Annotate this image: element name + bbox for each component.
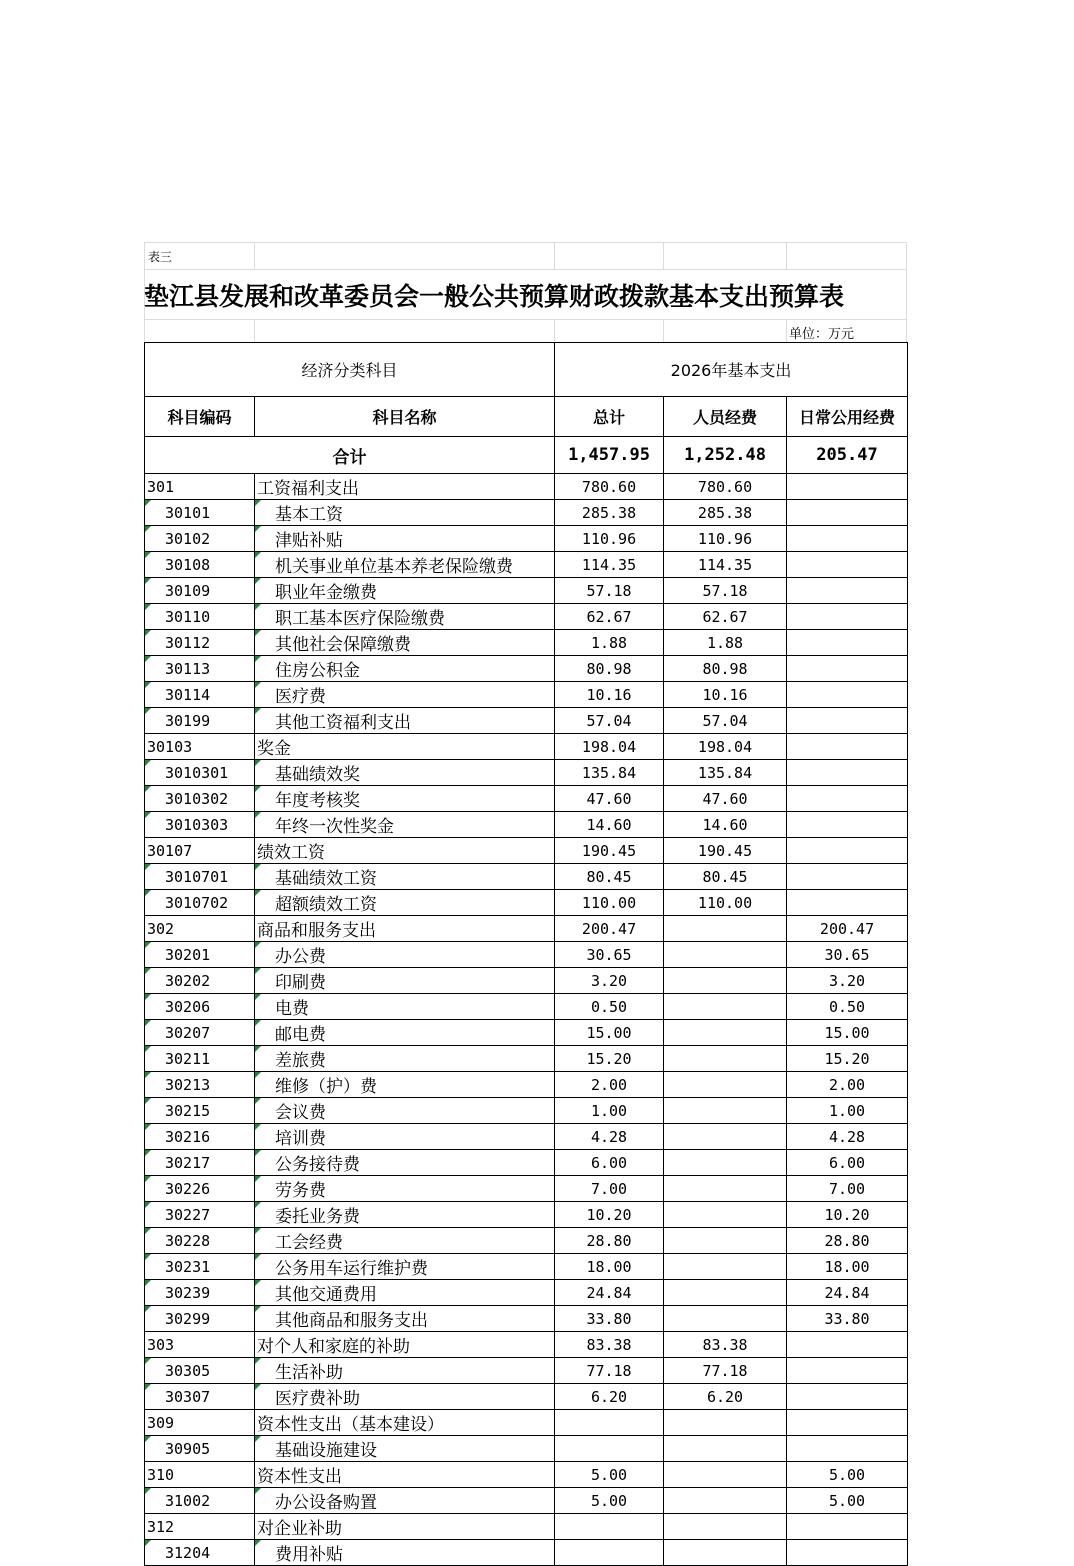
row-public xyxy=(787,812,908,838)
row-total: 10.20 xyxy=(555,1202,664,1228)
header-row-2 xyxy=(145,397,908,437)
table-row xyxy=(145,1150,908,1176)
row-code: 30202 xyxy=(145,968,255,994)
row-personnel: 114.35 xyxy=(664,552,787,578)
row-code: 30108 xyxy=(145,552,255,578)
row-total: 47.60 xyxy=(555,786,664,812)
table-row xyxy=(145,708,908,734)
budget-sheet xyxy=(144,242,907,1566)
row-public: 24.84 xyxy=(787,1280,908,1306)
row-code: 3010301 xyxy=(145,760,255,786)
row-name: 基本工资 xyxy=(255,500,555,526)
row-personnel xyxy=(664,1410,787,1436)
row-code: 312 xyxy=(145,1514,255,1540)
row-personnel xyxy=(664,1046,787,1072)
row-personnel xyxy=(664,1514,787,1540)
row-total: 4.28 xyxy=(555,1124,664,1150)
totals-personnel: 1,252.48 xyxy=(664,437,787,474)
row-personnel: 80.45 xyxy=(664,864,787,890)
row-personnel xyxy=(664,1462,787,1488)
row-total xyxy=(555,1514,664,1540)
table-row xyxy=(145,500,908,526)
table-row xyxy=(145,1202,908,1228)
row-code: 30905 xyxy=(145,1436,255,1462)
row-name: 职业年金缴费 xyxy=(255,578,555,604)
row-code: 309 xyxy=(145,1410,255,1436)
row-personnel xyxy=(664,1124,787,1150)
row-personnel: 14.60 xyxy=(664,812,787,838)
row-total xyxy=(555,1540,664,1566)
row-total: 10.16 xyxy=(555,682,664,708)
row-name: 医疗费 xyxy=(255,682,555,708)
row-code: 30211 xyxy=(145,1046,255,1072)
row-name: 基础绩效工资 xyxy=(255,864,555,890)
row-name: 基础设施建设 xyxy=(255,1436,555,1462)
table-row xyxy=(145,994,908,1020)
row-name: 生活补助 xyxy=(255,1358,555,1384)
row-code: 31002 xyxy=(145,1488,255,1514)
row-personnel: 47.60 xyxy=(664,786,787,812)
row-name: 公务接待费 xyxy=(255,1150,555,1176)
row-code: 31204 xyxy=(145,1540,255,1566)
row-code: 30207 xyxy=(145,1020,255,1046)
table-row xyxy=(145,630,908,656)
row-public: 0.50 xyxy=(787,994,908,1020)
row-name: 绩效工资 xyxy=(255,838,555,864)
public-header: 日常公用经费 xyxy=(787,397,908,437)
row-total: 5.00 xyxy=(555,1488,664,1514)
row-personnel: 80.98 xyxy=(664,656,787,682)
row-public xyxy=(787,552,908,578)
row-personnel: 83.38 xyxy=(664,1332,787,1358)
row-code: 302 xyxy=(145,916,255,942)
row-total: 83.38 xyxy=(555,1332,664,1358)
row-total: 57.18 xyxy=(555,578,664,604)
row-public xyxy=(787,734,908,760)
row-code: 30102 xyxy=(145,526,255,552)
row-personnel xyxy=(664,1254,787,1280)
row-public xyxy=(787,1540,908,1566)
row-name: 对个人和家庭的补助 xyxy=(255,1332,555,1358)
row-name: 对企业补助 xyxy=(255,1514,555,1540)
row-name: 津贴补贴 xyxy=(255,526,555,552)
row-name: 奖金 xyxy=(255,734,555,760)
name-header: 科目名称 xyxy=(255,397,555,437)
row-total: 15.20 xyxy=(555,1046,664,1072)
row-total: 110.96 xyxy=(555,526,664,552)
row-personnel: 110.00 xyxy=(664,890,787,916)
row-public: 28.80 xyxy=(787,1228,908,1254)
row-public xyxy=(787,682,908,708)
row-personnel xyxy=(664,1020,787,1046)
row-name: 差旅费 xyxy=(255,1046,555,1072)
row-personnel xyxy=(664,1072,787,1098)
row-code: 30206 xyxy=(145,994,255,1020)
row-name: 基础绩效奖 xyxy=(255,760,555,786)
row-personnel xyxy=(664,942,787,968)
row-name: 工会经费 xyxy=(255,1228,555,1254)
row-code: 30109 xyxy=(145,578,255,604)
row-total: 190.45 xyxy=(555,838,664,864)
row-name: 办公费 xyxy=(255,942,555,968)
row-public xyxy=(787,1384,908,1410)
row-code: 3010302 xyxy=(145,786,255,812)
row-total: 30.65 xyxy=(555,942,664,968)
row-public: 3.20 xyxy=(787,968,908,994)
row-total: 15.00 xyxy=(555,1020,664,1046)
row-total: 80.98 xyxy=(555,656,664,682)
row-total: 7.00 xyxy=(555,1176,664,1202)
row-code: 3010303 xyxy=(145,812,255,838)
row-name: 其他社会保障缴费 xyxy=(255,630,555,656)
table-row xyxy=(145,1410,908,1436)
table-row xyxy=(145,1124,908,1150)
row-code: 301 xyxy=(145,474,255,500)
row-personnel: 6.20 xyxy=(664,1384,787,1410)
row-total: 198.04 xyxy=(555,734,664,760)
table-row xyxy=(145,760,908,786)
table-row xyxy=(145,656,908,682)
page-title: 垫江县发展和改革委员会一般公共预算财政拨款基本支出预算表 xyxy=(144,282,845,311)
row-name: 劳务费 xyxy=(255,1176,555,1202)
row-public xyxy=(787,890,908,916)
row-personnel xyxy=(664,968,787,994)
row-total: 6.00 xyxy=(555,1150,664,1176)
row-code: 30213 xyxy=(145,1072,255,1098)
row-public xyxy=(787,1410,908,1436)
row-total: 110.00 xyxy=(555,890,664,916)
row-name: 委托业务费 xyxy=(255,1202,555,1228)
row-total: 780.60 xyxy=(555,474,664,500)
row-code: 30113 xyxy=(145,656,255,682)
title-row xyxy=(144,269,907,319)
row-name: 邮电费 xyxy=(255,1020,555,1046)
table-row xyxy=(145,1436,908,1462)
totals-total: 1,457.95 xyxy=(555,437,664,474)
code-header: 科目编码 xyxy=(145,397,255,437)
row-code: 30199 xyxy=(145,708,255,734)
totals-row xyxy=(145,437,908,474)
row-personnel: 1.88 xyxy=(664,630,787,656)
row-total xyxy=(555,1410,664,1436)
row-total: 200.47 xyxy=(555,916,664,942)
row-personnel xyxy=(664,994,787,1020)
row-public xyxy=(787,708,908,734)
table-row xyxy=(145,734,908,760)
row-code: 30305 xyxy=(145,1358,255,1384)
row-personnel: 57.18 xyxy=(664,578,787,604)
table-row xyxy=(145,890,908,916)
row-code: 30231 xyxy=(145,1254,255,1280)
row-code: 30201 xyxy=(145,942,255,968)
row-public: 5.00 xyxy=(787,1488,908,1514)
row-total: 57.04 xyxy=(555,708,664,734)
row-public: 10.20 xyxy=(787,1202,908,1228)
row-code: 30307 xyxy=(145,1384,255,1410)
row-code: 30239 xyxy=(145,1280,255,1306)
row-public: 7.00 xyxy=(787,1176,908,1202)
row-personnel: 110.96 xyxy=(664,526,787,552)
row-name: 公务用车运行维护费 xyxy=(255,1254,555,1280)
row-code: 303 xyxy=(145,1332,255,1358)
row-personnel: 62.67 xyxy=(664,604,787,630)
row-name: 维修（护）费 xyxy=(255,1072,555,1098)
row-personnel xyxy=(664,1098,787,1124)
row-name: 超额绩效工资 xyxy=(255,890,555,916)
totals-public: 205.47 xyxy=(787,437,908,474)
row-public xyxy=(787,760,908,786)
row-total: 33.80 xyxy=(555,1306,664,1332)
table-row xyxy=(145,786,908,812)
row-public: 18.00 xyxy=(787,1254,908,1280)
table-row xyxy=(145,1072,908,1098)
row-personnel: 57.04 xyxy=(664,708,787,734)
table-row xyxy=(145,1384,908,1410)
table-row xyxy=(145,1332,908,1358)
table-row xyxy=(145,682,908,708)
row-name: 印刷费 xyxy=(255,968,555,994)
row-personnel: 77.18 xyxy=(664,1358,787,1384)
row-name: 机关事业单位基本养老保险缴费 xyxy=(255,552,555,578)
row-code: 30299 xyxy=(145,1306,255,1332)
row-code: 30226 xyxy=(145,1176,255,1202)
row-public xyxy=(787,604,908,630)
row-name: 年度考核奖 xyxy=(255,786,555,812)
row-public: 1.00 xyxy=(787,1098,908,1124)
row-total: 3.20 xyxy=(555,968,664,994)
row-code: 30228 xyxy=(145,1228,255,1254)
row-total: 18.00 xyxy=(555,1254,664,1280)
table-row xyxy=(145,968,908,994)
row-public: 6.00 xyxy=(787,1150,908,1176)
row-personnel: 190.45 xyxy=(664,838,787,864)
row-name: 职工基本医疗保险缴费 xyxy=(255,604,555,630)
row-name: 培训费 xyxy=(255,1124,555,1150)
table-row xyxy=(145,1488,908,1514)
row-personnel: 135.84 xyxy=(664,760,787,786)
row-personnel xyxy=(664,1540,787,1566)
table-row xyxy=(145,1098,908,1124)
row-personnel xyxy=(664,1436,787,1462)
row-name: 会议费 xyxy=(255,1098,555,1124)
table-row xyxy=(145,1046,908,1072)
table-row xyxy=(145,1306,908,1332)
row-name: 资本性支出 xyxy=(255,1462,555,1488)
table-row xyxy=(145,474,908,500)
table-label: 表三 xyxy=(148,250,173,264)
table-row xyxy=(145,1280,908,1306)
row-total xyxy=(555,1436,664,1462)
table-row xyxy=(145,526,908,552)
row-name: 其他商品和服务支出 xyxy=(255,1306,555,1332)
row-code: 3010701 xyxy=(145,864,255,890)
row-public xyxy=(787,1436,908,1462)
row-total: 285.38 xyxy=(555,500,664,526)
budget-table xyxy=(144,342,908,1566)
table-row xyxy=(145,942,908,968)
row-public: 200.47 xyxy=(787,916,908,942)
row-public xyxy=(787,578,908,604)
row-total: 28.80 xyxy=(555,1228,664,1254)
row-public xyxy=(787,526,908,552)
header-row-1 xyxy=(145,343,908,397)
row-personnel: 780.60 xyxy=(664,474,787,500)
row-name: 其他交通费用 xyxy=(255,1280,555,1306)
row-personnel xyxy=(664,1228,787,1254)
row-public xyxy=(787,474,908,500)
row-total: 80.45 xyxy=(555,864,664,890)
table-row xyxy=(145,604,908,630)
row-public: 2.00 xyxy=(787,1072,908,1098)
row-name: 医疗费补助 xyxy=(255,1384,555,1410)
table-row xyxy=(145,1020,908,1046)
row-public xyxy=(787,630,908,656)
row-public: 5.00 xyxy=(787,1462,908,1488)
row-name: 工资福利支出 xyxy=(255,474,555,500)
table-row xyxy=(145,1514,908,1540)
row-total: 0.50 xyxy=(555,994,664,1020)
totals-label: 合计 xyxy=(145,437,555,474)
row-name: 费用补贴 xyxy=(255,1540,555,1566)
row-code: 30112 xyxy=(145,630,255,656)
row-code: 30217 xyxy=(145,1150,255,1176)
row-total: 6.20 xyxy=(555,1384,664,1410)
row-personnel xyxy=(664,1176,787,1202)
econ-class-header: 经济分类科目 xyxy=(145,343,555,397)
row-name: 住房公积金 xyxy=(255,656,555,682)
row-total: 5.00 xyxy=(555,1462,664,1488)
row-code: 30110 xyxy=(145,604,255,630)
year-expense-header: 2026年基本支出 xyxy=(555,343,908,397)
row-public: 15.00 xyxy=(787,1020,908,1046)
personnel-header: 人员经费 xyxy=(664,397,787,437)
row-total: 1.88 xyxy=(555,630,664,656)
table-row xyxy=(145,578,908,604)
row-public xyxy=(787,1332,908,1358)
table-row xyxy=(145,1540,908,1566)
row-name: 年终一次性奖金 xyxy=(255,812,555,838)
row-total: 14.60 xyxy=(555,812,664,838)
row-personnel xyxy=(664,1202,787,1228)
row-public xyxy=(787,786,908,812)
row-code: 30103 xyxy=(145,734,255,760)
row-personnel: 198.04 xyxy=(664,734,787,760)
row-personnel: 10.16 xyxy=(664,682,787,708)
row-total: 62.67 xyxy=(555,604,664,630)
row-name: 资本性支出（基本建设） xyxy=(255,1410,555,1436)
table-row xyxy=(145,864,908,890)
table-row xyxy=(145,916,908,942)
row-total: 24.84 xyxy=(555,1280,664,1306)
row-public xyxy=(787,864,908,890)
unit-row xyxy=(144,319,907,342)
row-public xyxy=(787,500,908,526)
row-code: 30227 xyxy=(145,1202,255,1228)
total-header: 总计 xyxy=(555,397,664,437)
table-row xyxy=(145,552,908,578)
row-public xyxy=(787,656,908,682)
row-personnel xyxy=(664,1306,787,1332)
row-total: 135.84 xyxy=(555,760,664,786)
row-personnel xyxy=(664,1150,787,1176)
row-total: 114.35 xyxy=(555,552,664,578)
row-total: 1.00 xyxy=(555,1098,664,1124)
table-row xyxy=(145,1254,908,1280)
row-public: 33.80 xyxy=(787,1306,908,1332)
row-name: 电费 xyxy=(255,994,555,1020)
row-total: 2.00 xyxy=(555,1072,664,1098)
label-row xyxy=(144,242,907,269)
row-code: 30216 xyxy=(145,1124,255,1150)
row-code: 30215 xyxy=(145,1098,255,1124)
table-row xyxy=(145,812,908,838)
table-row xyxy=(145,1176,908,1202)
table-row xyxy=(145,1462,908,1488)
row-code: 30114 xyxy=(145,682,255,708)
unit-label: 单位：万元 xyxy=(789,327,855,342)
row-personnel xyxy=(664,1280,787,1306)
table-row xyxy=(145,1228,908,1254)
row-personnel xyxy=(664,916,787,942)
row-public xyxy=(787,838,908,864)
row-name: 其他工资福利支出 xyxy=(255,708,555,734)
row-public xyxy=(787,1514,908,1540)
table-row xyxy=(145,838,908,864)
row-code: 30101 xyxy=(145,500,255,526)
row-public xyxy=(787,1358,908,1384)
row-public: 15.20 xyxy=(787,1046,908,1072)
row-code: 30107 xyxy=(145,838,255,864)
row-personnel: 285.38 xyxy=(664,500,787,526)
row-total: 77.18 xyxy=(555,1358,664,1384)
row-name: 办公设备购置 xyxy=(255,1488,555,1514)
row-name: 商品和服务支出 xyxy=(255,916,555,942)
row-code: 3010702 xyxy=(145,890,255,916)
row-code: 310 xyxy=(145,1462,255,1488)
row-public: 30.65 xyxy=(787,942,908,968)
row-personnel xyxy=(664,1488,787,1514)
table-row xyxy=(145,1358,908,1384)
row-public: 4.28 xyxy=(787,1124,908,1150)
